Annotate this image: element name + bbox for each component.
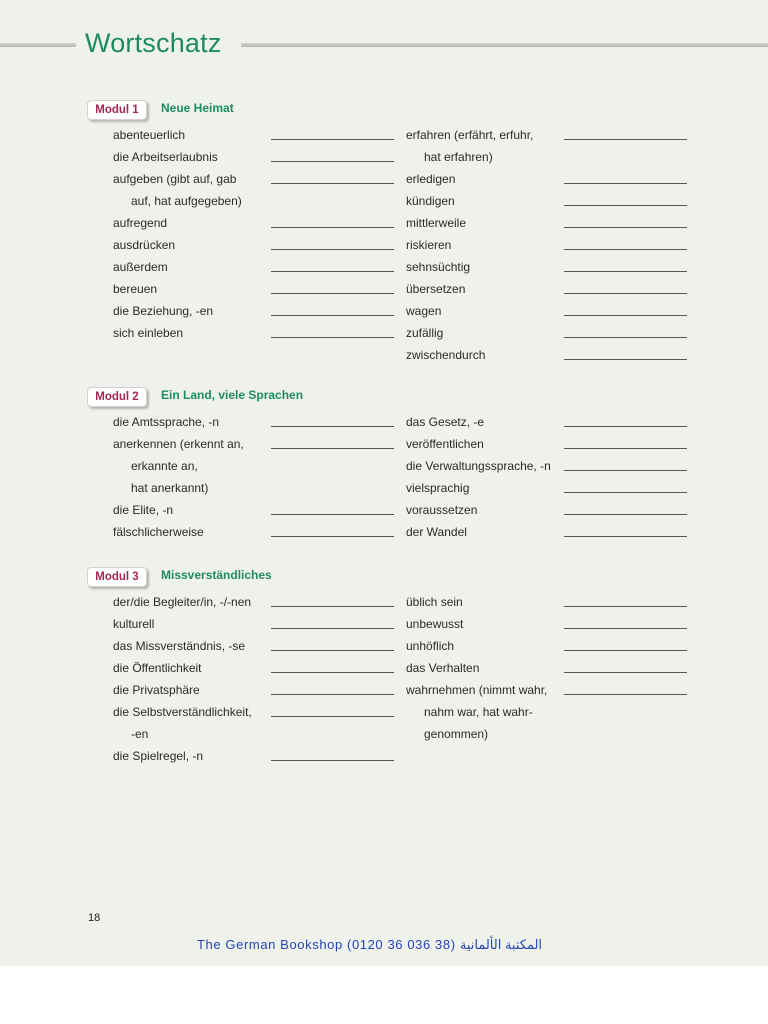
vocab-row bbox=[406, 616, 696, 638]
translation-blank-line[interactable] bbox=[564, 426, 687, 427]
vocab-term: die Arbeitserlaubnis bbox=[113, 150, 218, 164]
vocab-term: vielsprachig bbox=[406, 481, 470, 495]
translation-blank-line[interactable] bbox=[564, 183, 687, 184]
vocab-term: erkannte an, bbox=[131, 459, 198, 473]
vocab-row bbox=[406, 502, 696, 524]
translation-blank-line[interactable] bbox=[564, 205, 687, 206]
vocab-row bbox=[406, 726, 696, 748]
translation-blank-line[interactable] bbox=[564, 139, 687, 140]
vocab-term: ausdrücken bbox=[113, 238, 176, 252]
vocab-row bbox=[406, 458, 696, 480]
vocab-row bbox=[406, 638, 696, 660]
vocab-row bbox=[113, 682, 403, 704]
vocab-row bbox=[113, 325, 403, 347]
vocab-row bbox=[406, 193, 696, 215]
vocab-term: wagen bbox=[406, 304, 442, 318]
vocab-term: hat anerkannt) bbox=[131, 481, 209, 495]
translation-blank-line[interactable] bbox=[271, 716, 394, 717]
vocab-term: der Wandel bbox=[406, 525, 467, 539]
page-number: 18 bbox=[88, 912, 101, 924]
translation-blank-line[interactable] bbox=[564, 672, 687, 673]
vocab-row bbox=[406, 259, 696, 281]
vocab-column-left bbox=[113, 414, 403, 546]
translation-blank-line[interactable] bbox=[564, 514, 687, 515]
vocab-term: die Privatsphäre bbox=[113, 683, 200, 697]
vocab-row bbox=[113, 127, 403, 149]
translation-blank-line[interactable] bbox=[271, 271, 394, 272]
translation-blank-line[interactable] bbox=[271, 161, 394, 162]
vocab-term: auf, hat aufgegeben) bbox=[131, 194, 242, 208]
vocab-row bbox=[113, 748, 403, 770]
vocab-term: genommen) bbox=[424, 727, 489, 741]
vocab-row bbox=[113, 171, 403, 193]
vocab-term: die Spielregel, -n bbox=[113, 749, 204, 763]
vocab-row bbox=[113, 237, 403, 259]
translation-blank-line[interactable] bbox=[564, 227, 687, 228]
vocab-row bbox=[406, 480, 696, 502]
translation-blank-line[interactable] bbox=[564, 271, 687, 272]
vocab-row bbox=[113, 303, 403, 325]
translation-blank-line[interactable] bbox=[564, 337, 687, 338]
translation-blank-line[interactable] bbox=[564, 293, 687, 294]
vocab-column-left bbox=[113, 594, 403, 770]
translation-blank-line[interactable] bbox=[564, 249, 687, 250]
vocab-row bbox=[113, 414, 403, 436]
translation-blank-line[interactable] bbox=[271, 426, 394, 427]
vocab-row bbox=[406, 215, 696, 237]
vocab-term: aufregend bbox=[113, 216, 168, 230]
translation-blank-line[interactable] bbox=[564, 448, 687, 449]
translation-blank-line[interactable] bbox=[271, 448, 394, 449]
vocab-term: wahrnehmen (nimmt wahr, bbox=[406, 683, 548, 697]
vocab-row bbox=[406, 237, 696, 259]
vocab-term: aufgeben (gibt auf, gab bbox=[113, 172, 237, 186]
vocab-column-right bbox=[406, 414, 696, 546]
vocab-term: riskieren bbox=[406, 238, 452, 252]
vocab-term: die Öffentlichkeit bbox=[113, 661, 202, 675]
vocab-row bbox=[406, 127, 696, 149]
vocab-row bbox=[113, 726, 403, 748]
vocab-row bbox=[406, 171, 696, 193]
translation-blank-line[interactable] bbox=[271, 315, 394, 316]
translation-blank-line[interactable] bbox=[271, 337, 394, 338]
translation-blank-line[interactable] bbox=[271, 139, 394, 140]
vocab-row bbox=[113, 660, 403, 682]
vocab-term: die Amtssprache, -n bbox=[113, 415, 220, 429]
vocab-term: die Selbstverständlichkeit, bbox=[113, 705, 252, 719]
vocab-term: der/die Begleiter/in, -/-nen bbox=[113, 595, 252, 609]
vocab-term: kündigen bbox=[406, 194, 455, 208]
vocab-row bbox=[113, 193, 403, 215]
translation-blank-line[interactable] bbox=[271, 227, 394, 228]
vocab-term: voraussetzen bbox=[406, 503, 478, 517]
vocab-term: zwischendurch bbox=[406, 348, 486, 362]
vocab-row bbox=[406, 682, 696, 704]
vocab-row bbox=[113, 215, 403, 237]
vocab-row bbox=[406, 524, 696, 546]
vocab-term: kulturell bbox=[113, 617, 155, 631]
vocab-row bbox=[113, 524, 403, 546]
modul-badge: Modul 1 bbox=[87, 100, 147, 120]
vocab-row bbox=[113, 480, 403, 502]
modul-title: Ein Land, viele Sprachen bbox=[161, 388, 304, 402]
vocab-term: sehnsüchtig bbox=[406, 260, 471, 274]
vocab-term: das Missverständnis, -se bbox=[113, 639, 246, 653]
vocab-term: mittlerweile bbox=[406, 216, 467, 230]
vocab-row bbox=[113, 638, 403, 660]
vocab-term: -en bbox=[131, 727, 149, 741]
title-rule-right bbox=[241, 43, 768, 47]
translation-blank-line[interactable] bbox=[564, 359, 687, 360]
translation-blank-line[interactable] bbox=[564, 470, 687, 471]
translation-blank-line[interactable] bbox=[271, 249, 394, 250]
vocab-row bbox=[406, 281, 696, 303]
translation-blank-line[interactable] bbox=[271, 514, 394, 515]
vocab-column-right bbox=[406, 127, 696, 369]
vocab-term: außerdem bbox=[113, 260, 168, 274]
vocab-term: nahm war, hat wahr- bbox=[424, 705, 533, 719]
vocab-row bbox=[406, 325, 696, 347]
vocab-term: zufällig bbox=[406, 326, 444, 340]
vocab-term: das Verhalten bbox=[406, 661, 480, 675]
translation-blank-line[interactable] bbox=[271, 628, 394, 629]
translation-blank-line[interactable] bbox=[271, 606, 394, 607]
vocab-row bbox=[113, 149, 403, 171]
vocab-row bbox=[406, 303, 696, 325]
vocab-row bbox=[406, 414, 696, 436]
vocab-term: üblich sein bbox=[406, 595, 463, 609]
vocab-row bbox=[113, 281, 403, 303]
vocab-term: sich einleben bbox=[113, 326, 184, 340]
vocab-term: die Beziehung, -en bbox=[113, 304, 214, 318]
vocab-row bbox=[113, 594, 403, 616]
vocab-column-right bbox=[406, 594, 696, 748]
modul-title: Neue Heimat bbox=[161, 101, 234, 115]
vocab-term: veröffentlichen bbox=[406, 437, 484, 451]
translation-blank-line[interactable] bbox=[564, 606, 687, 607]
vocab-term: erfahren (erfährt, erfuhr, bbox=[406, 128, 534, 142]
translation-blank-line[interactable] bbox=[564, 694, 687, 695]
translation-blank-line[interactable] bbox=[271, 760, 394, 761]
vocab-row bbox=[113, 458, 403, 480]
translation-blank-line[interactable] bbox=[271, 650, 394, 651]
vocab-row bbox=[113, 704, 403, 726]
vocab-row bbox=[406, 594, 696, 616]
vocab-row bbox=[406, 660, 696, 682]
vocab-term: die Verwaltungssprache, -n bbox=[406, 459, 551, 473]
vocab-term: erledigen bbox=[406, 172, 456, 186]
vocab-column-left bbox=[113, 127, 403, 347]
vocab-row bbox=[406, 704, 696, 726]
translation-blank-line[interactable] bbox=[564, 628, 687, 629]
vocab-term: fälschlicherweise bbox=[113, 525, 204, 539]
vocab-row bbox=[406, 149, 696, 171]
title-rule-left bbox=[0, 43, 76, 47]
vocab-term: hat erfahren) bbox=[424, 150, 493, 164]
vocab-term: das Gesetz, -e bbox=[406, 415, 485, 429]
translation-blank-line[interactable] bbox=[564, 650, 687, 651]
page-title: Wortschatz bbox=[85, 28, 222, 58]
modul-title: Missverständliches bbox=[161, 568, 272, 582]
modul-badge: Modul 2 bbox=[87, 387, 147, 407]
translation-blank-line[interactable] bbox=[271, 694, 394, 695]
vocab-row bbox=[113, 436, 403, 458]
translation-blank-line[interactable] bbox=[271, 672, 394, 673]
vocab-term: übersetzen bbox=[406, 282, 466, 296]
vocab-row bbox=[113, 259, 403, 281]
translation-blank-line[interactable] bbox=[271, 183, 394, 184]
bookshop-footer: The German Bookshop (0120 36 036 38) المكتبة الألمانية bbox=[197, 937, 543, 952]
vocab-row bbox=[406, 347, 696, 369]
translation-blank-line[interactable] bbox=[564, 492, 687, 493]
modul-badge: Modul 3 bbox=[87, 567, 147, 587]
vocab-row bbox=[113, 616, 403, 638]
vocab-term: anerkennen (erkennt an, bbox=[113, 437, 244, 451]
translation-blank-line[interactable] bbox=[564, 536, 687, 537]
translation-blank-line[interactable] bbox=[271, 536, 394, 537]
translation-blank-line[interactable] bbox=[564, 315, 687, 316]
vocab-row bbox=[406, 436, 696, 458]
vocab-term: abenteuerlich bbox=[113, 128, 186, 142]
vocab-row bbox=[113, 502, 403, 524]
vocab-term: bereuen bbox=[113, 282, 158, 296]
vocab-term: unbewusst bbox=[406, 617, 464, 631]
translation-blank-line[interactable] bbox=[271, 293, 394, 294]
vocab-term: die Elite, -n bbox=[113, 503, 174, 517]
vocab-term: unhöflich bbox=[406, 639, 455, 653]
